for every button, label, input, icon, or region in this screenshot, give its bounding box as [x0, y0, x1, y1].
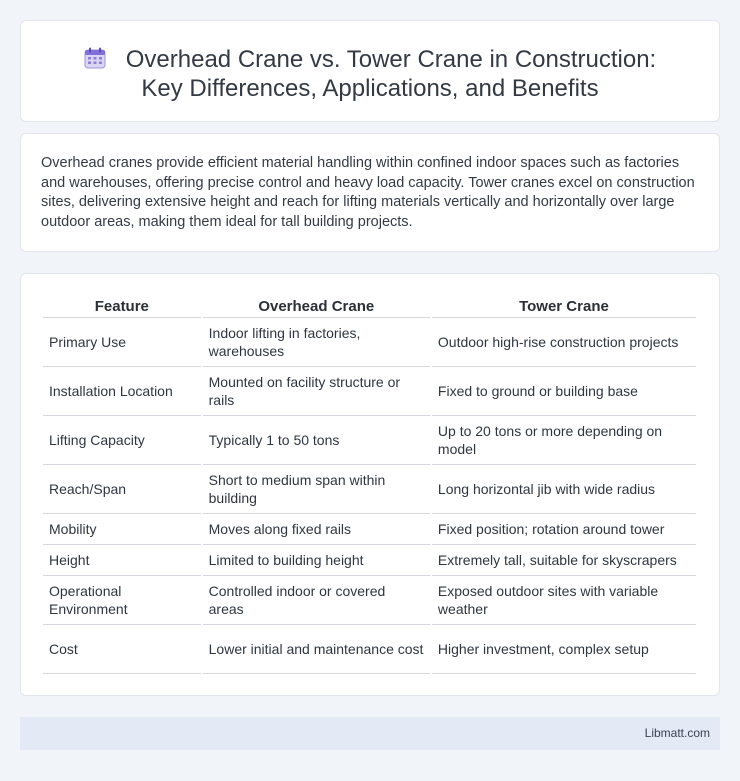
feature-cell: Mobility	[43, 514, 201, 545]
header-overhead-crane: Overhead Crane	[203, 296, 430, 318]
table-row	[43, 416, 696, 465]
overhead-cell: Mounted on facility structure or rails	[203, 367, 430, 416]
header-feature: Feature	[43, 296, 201, 318]
table-row	[43, 465, 696, 514]
tower-cell: Outdoor high-rise construction projects	[432, 318, 696, 367]
tower-cell: Up to 20 tons or more depending on model	[432, 416, 696, 465]
feature-cell: Cost	[43, 625, 201, 674]
tower-cell: Higher investment, complex setup	[432, 625, 696, 674]
overhead-cell: Lower initial and maintenance cost	[203, 625, 430, 674]
overhead-cell: Indoor lifting in factories, warehouses	[203, 318, 430, 367]
feature-cell: Lifting Capacity	[43, 416, 201, 465]
page-title	[61, 45, 679, 103]
tower-cell: Exposed outdoor sites with variable weather	[432, 576, 696, 625]
footer-brand-link[interactable]: Libmatt.com	[644, 726, 710, 740]
overhead-cell: Short to medium span within building	[203, 465, 430, 514]
tower-cell: Extremely tall, suitable for skyscrapers	[432, 545, 696, 576]
feature-cell: Operational Environment	[43, 576, 201, 625]
feature-cell: Installation Location	[43, 367, 201, 416]
overhead-cell: Limited to building height	[203, 545, 430, 576]
overhead-cell: Typically 1 to 50 tons	[203, 416, 430, 465]
table-row	[43, 576, 696, 625]
table-row	[43, 514, 696, 545]
feature-cell: Primary Use	[43, 318, 201, 367]
table-row	[43, 318, 696, 367]
comparison-table	[41, 296, 698, 674]
header-tower-crane: Tower Crane	[432, 296, 696, 318]
comparison-card	[20, 273, 720, 696]
intro-card	[20, 133, 720, 252]
page-title-text: Overhead Crane vs. Tower Crane in Construction: Key Differences, Applications, and Benefits	[125, 46, 657, 102]
intro-paragraph: Overhead cranes provide efficient material handling within confined indoor spaces such as factories and warehouses, offering precise control and heavy load capacity. Tower cranes excel on construction sites, delivering extensive height and reach for lifting materials vertically and horizontally over large outdoor areas, making them ideal for tall building projects.	[41, 155, 695, 230]
tower-cell: Long horizontal jib with wide radius	[432, 465, 696, 514]
table-header-row	[43, 296, 696, 318]
feature-cell: Height	[43, 545, 201, 576]
calendar-icon	[84, 47, 106, 69]
tower-cell: Fixed to ground or building base	[432, 367, 696, 416]
overhead-cell: Moves along fixed rails	[203, 514, 430, 545]
table-row	[43, 545, 696, 576]
footer-bar	[20, 717, 720, 750]
overhead-cell: Controlled indoor or covered areas	[203, 576, 430, 625]
table-row	[43, 367, 696, 416]
feature-cell: Reach/Span	[43, 465, 201, 514]
title-card	[20, 20, 720, 122]
table-row	[43, 625, 696, 674]
tower-cell: Fixed position; rotation around tower	[432, 514, 696, 545]
